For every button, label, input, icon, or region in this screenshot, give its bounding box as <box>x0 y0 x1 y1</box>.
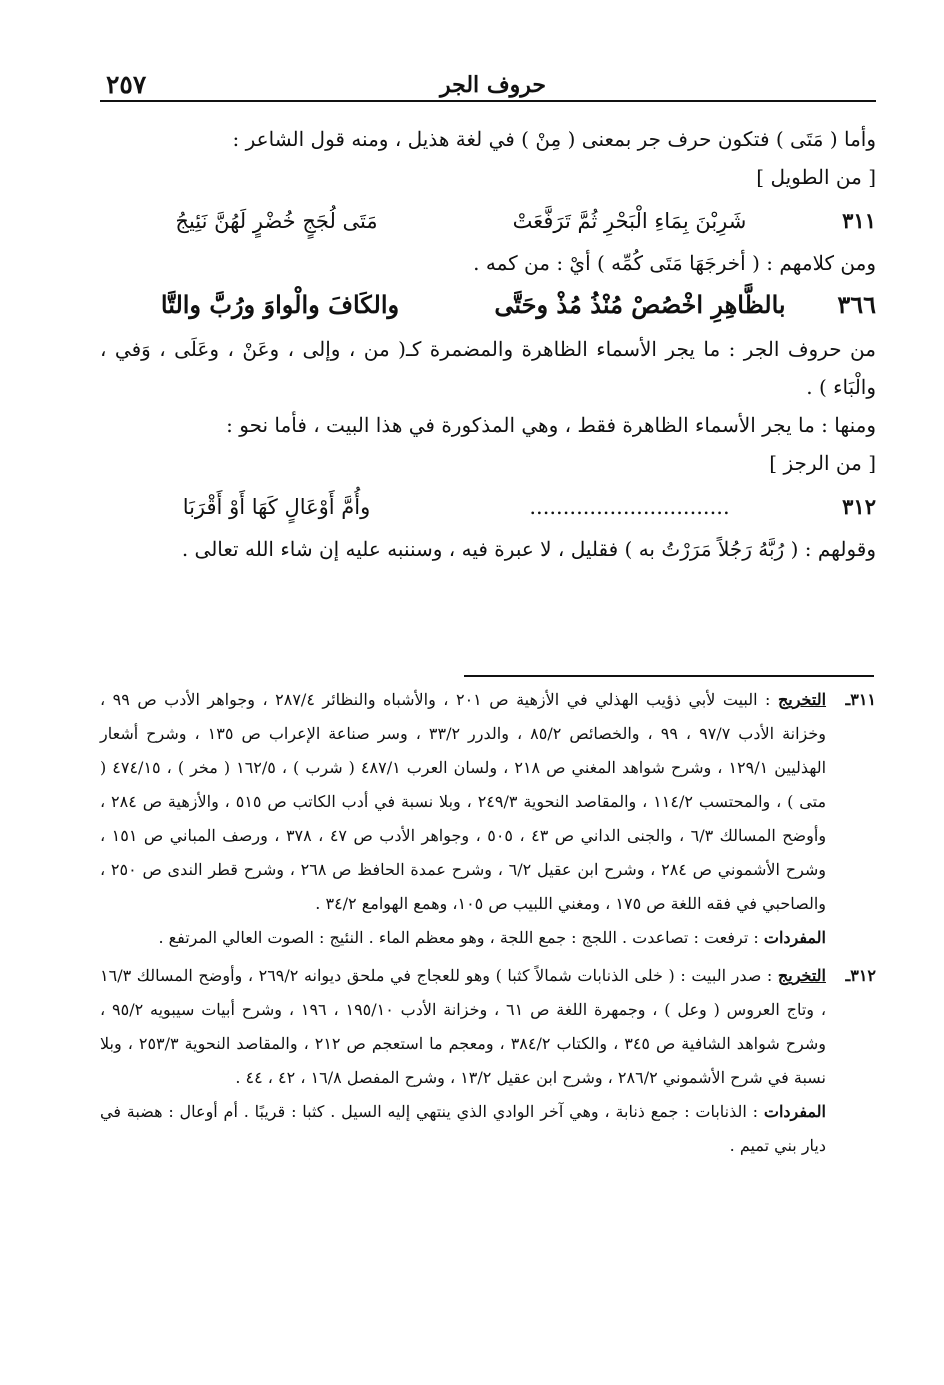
footnote-number: ٣١٢ـ <box>845 966 876 985</box>
page-number: ٢٥٧ <box>106 70 147 99</box>
verse-312 <box>100 488 876 526</box>
running-title: حروف الجر <box>440 72 546 98</box>
footnote-number: ٣١١ـ <box>845 690 876 709</box>
page-header <box>100 70 876 102</box>
paragraph-mata: وأما ( مَتَى ) فتكون حرف جر بمعنى ( مِنْ ) في لغة هذيل ، ومنه قول الشاعر : <box>232 127 876 151</box>
verse-first-hemistich: شَرِبْنَ بِمَاءِ الْبَحْرِ ثُمَّ تَرَفَّعَتْ <box>512 209 747 233</box>
alfiya-number: ٣٦٦ <box>837 290 876 319</box>
alfiya-verse-366 <box>100 286 876 324</box>
meter-label-rajaz: [ من الرجز ] <box>769 451 876 475</box>
takhrij-entry <box>100 683 826 921</box>
mufradat-label: المفردات <box>763 1102 826 1121</box>
footnote-312 <box>100 959 876 1163</box>
footnote-divider <box>464 675 874 677</box>
paragraph-rubbahu: وقولهم : ( رُبَّهُ رَجُلاً مَرَرْتُ به ) فقليل ، لا عبرة فيه ، وسننبه عليه إن شاء الله تعالى . <box>181 537 876 561</box>
verse-number: ٣١٢ <box>842 494 876 519</box>
main-text <box>100 120 876 568</box>
mufradat-label: المفردات <box>763 928 826 947</box>
mufradat-text: : ترفعت : تصاعدت . اللجج : جمع اللجة ، وهو معظم الماء . النئيج : الصوت العالي المرتفع . <box>158 928 759 947</box>
paragraph-huruf: من حروف الجر : ما يجر الأسماء الظاهرة والمضمرة كـ( من ، وإلى ، وعَنْ ، وعَلَى ، وَفي ، والْبَاء ) . <box>100 337 876 399</box>
alfiya-second-hemistich: والكَافَ والْواوَ ورُبَّ والتَّا <box>160 290 400 319</box>
paragraph-minha: ومنها : ما يجر الأسماء الظاهرة فقط ، وهي المذكورة في هذا البيت ، فأما نحو : <box>226 413 876 437</box>
takhrij-text: : البيت لأبي ذؤيب الهذلي في الأزهية ص ٢٠١ ، والأشباه والنظائر ٢٨٧/٤ ، وجواهر الأدب ص ٩٩ ، وخزانة الأدب ٩٧/٧ ، ٩٩ ، والخصائص ٨٥/٢ ، والدرر ٣٣/٢ ، وسر صناعة الإعراب ص ١٣٥ ، وشرح أشعار الهذليين ١٢٩/١ ، وشرح شواهد المغني ص ٢١٨ ، ولسان العرب ٤٨٧/١ ( شرب ) ، ١٦٢/٥ ( مخر ) ، ٤٧٤/١٥ ( متى ) ، والمحتسب ١١٤/٢ ، والمقاصد النحوية ٢٤٩/٣ ، وبلا نسبة في أدب الكاتب ص ٥١٥ ، والأزهية ص ٢٨٤ ، وأوضح المسالك ٦/٣ ، والجنى الداني ص ٤٣ ، ٥٠٥ ، وجواهر الأدب ص ٤٧ ، ٣٧٨ ، ورصف المباني ص ١٥١ ، وشرح الأشموني ص ٢٨٤ ، وشرح ابن عقيل ٦/٢ ، وشرح عمدة الحافظ ص ٢٦٨ ، وشرح قطر الندى ص ٢٥٠ ، والصاحبي في فقه اللغة ص ١٧٥ ، ومغني اللبيب ص ١٠٥، وهمع الهوامع ٣٤/٢ . <box>100 690 827 913</box>
takhrij-label: التخريج <box>777 690 827 709</box>
footnotes <box>100 683 876 1167</box>
meter-label-tawil: [ من الطويل ] <box>756 165 876 189</box>
mufradat-text: : الذنابات : جمع ذنابة ، وهي آخر الوادي الذي ينتهي إليه السيل . كثبا : قريبًا . أم أوعال : هضبة في ديار بني تميم . <box>100 1102 826 1155</box>
footnote-311 <box>100 683 876 955</box>
verse-311 <box>100 202 876 240</box>
mufradat-entry <box>100 921 826 955</box>
verse-number: ٣١١ <box>842 208 876 233</box>
alfiya-first-hemistich: بالظَّاهِرِ اخْصُصْ مُنْذُ مُذْ وحَتَّى <box>494 290 786 319</box>
verse-second-hemistich: مَتَى لُجَجٍ خُضْرٍ لَهُنَّ نَئِيجُ <box>175 209 378 233</box>
mufradat-entry <box>100 1095 826 1163</box>
verse-second-hemistich: وأُمَّ أَوْعَالٍ كَهَا أَوْ أَقْرَبَا <box>182 495 371 519</box>
paragraph-kalamuhum: ومن كلامهم : ( أخرجَهَا مَتَى كُمِّه ) أيْ : من كمه . <box>473 251 876 275</box>
takhrij-label: التخريج <box>777 966 826 985</box>
footnote-body <box>100 683 826 955</box>
takhrij-entry <box>100 959 826 1095</box>
takhrij-text: : صدر البيت : ( خلى الذنابات شمالاً كثبا ) وهو للعجاج في ملحق ديوانه ٢٦٩/٢ ، وأوضح المسالك ١٦/٣ ، وتاج العروس ( وعل ) ، وجمهرة اللغة ص ٦١ ، وخزانة الأدب ١٩٥/١٠ ، ١٩٦ ، وشرح أبيات سيبويه ٩٥/٢ ، وشرح شواهد الشافية ص ٣٤٥ ، والكتاب ٣٨٤/٢ ، ومعجم ما استعجم ص ٢١٢ ، والمقاصد النحوية ٢٥٣/٣ ، وبلا نسبة في شرح الأشموني ٢٨٦/٢ ، وشرح ابن عقيل ١٣/٢ ، وشرح المفصل ١٦/٨ ، ٤٢ ، ٤٤ . <box>100 966 827 1087</box>
verse-first-hemistich: .............................. <box>529 495 730 519</box>
footnote-body <box>100 959 826 1163</box>
